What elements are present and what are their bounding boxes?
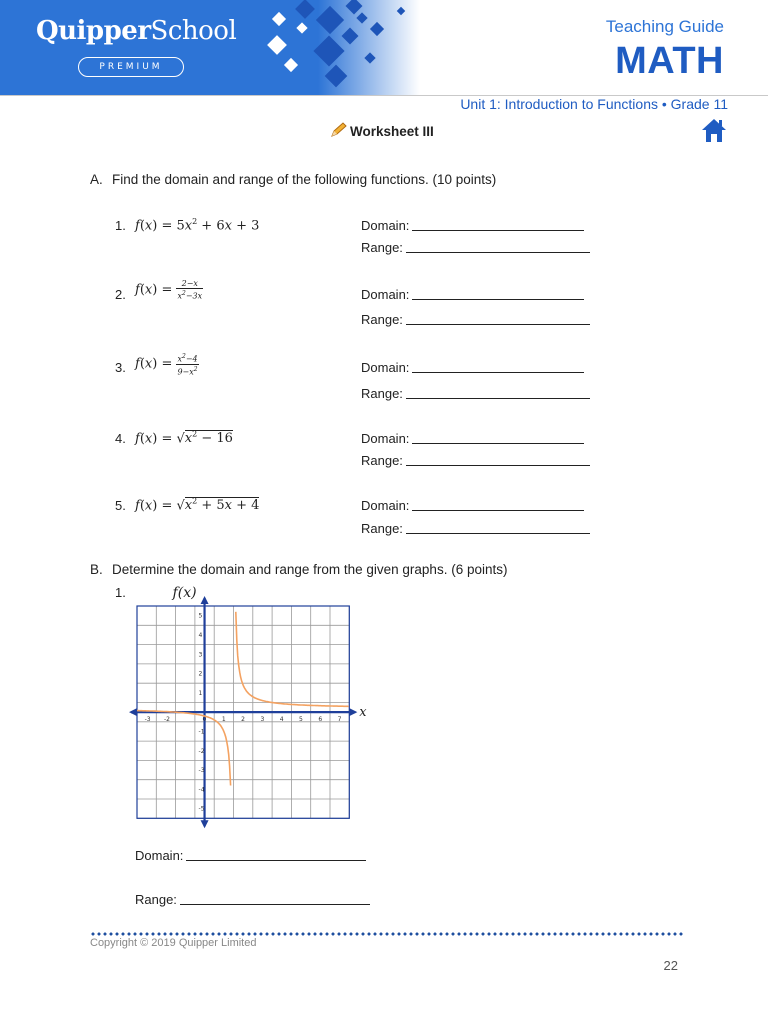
y-tick-label: -2: [198, 747, 205, 755]
x-tick-label: -3: [144, 716, 151, 724]
quipper-school-logo: [36, 16, 236, 46]
range-label: Range:: [361, 386, 403, 401]
house-icon[interactable]: [700, 116, 728, 144]
item-number: 2.: [115, 287, 126, 302]
domain-label: Domain:: [361, 218, 410, 233]
range-field-2[interactable]: [361, 312, 590, 327]
item-number: 3.: [115, 360, 126, 375]
domain-blank[interactable]: [412, 361, 584, 373]
unit-line: Unit 1: Introduction to Functions • Grade 11: [460, 96, 728, 112]
x-tick-label: 6: [318, 716, 323, 724]
domain-field-4[interactable]: [361, 431, 584, 446]
header: [0, 0, 768, 112]
y-tick-label: -5: [198, 805, 205, 813]
item-number: 5.: [115, 498, 126, 513]
x-axis-label: x: [359, 705, 367, 721]
domain-label: Domain:: [135, 848, 184, 863]
part-a-instruction: [90, 172, 496, 187]
domain-label: Domain:: [361, 360, 410, 375]
range-label: Range:: [361, 521, 403, 536]
graph-range-field[interactable]: [135, 892, 370, 907]
range-blank[interactable]: [180, 893, 370, 905]
logo-brand-bold: Quipper: [36, 16, 151, 46]
part-b-letter: B.: [90, 562, 103, 577]
footer-dotted-divider: [90, 932, 684, 936]
domain-blank[interactable]: [412, 219, 584, 231]
y-tick-label: 1: [198, 689, 203, 697]
x-tick-label: -2: [163, 716, 170, 724]
y-axis-arrow-down: [201, 820, 209, 828]
x-tick-label: 2: [241, 716, 245, 724]
part-a-letter: A.: [90, 172, 103, 187]
range-blank[interactable]: [406, 387, 590, 399]
item-number: 4.: [115, 431, 126, 446]
domain-blank[interactable]: [186, 849, 366, 861]
premium-badge: PREMIUM: [78, 57, 184, 77]
graph-domain-field[interactable]: [135, 848, 366, 863]
range-blank[interactable]: [406, 313, 590, 325]
range-blank[interactable]: [406, 522, 590, 534]
domain-label: Domain:: [361, 431, 410, 446]
copyright: Copyright © 2019 Quipper Limited: [90, 937, 257, 949]
y-tick-label: 3: [198, 651, 203, 659]
y-tick-label: 5: [198, 612, 203, 620]
range-blank[interactable]: [406, 454, 590, 466]
domain-field-3[interactable]: [361, 360, 584, 375]
y-tick-label: -3: [198, 767, 205, 775]
x-tick-label: 0: [202, 716, 207, 724]
range-field-5[interactable]: [361, 521, 590, 536]
x-tick-label: 5: [299, 716, 303, 724]
function-expression-2: f(x) = $\frac{2-x}{x^2-3x}$: [135, 279, 203, 301]
domain-field-2[interactable]: [361, 287, 584, 302]
x-axis-arrow-left: [129, 708, 137, 716]
range-label: Range:: [361, 240, 403, 255]
y-tick-label: 4: [198, 631, 203, 639]
function-expression-5: $f(x) = √x^2 + 5x + 4$: [135, 497, 260, 514]
logo-brand-light: School: [150, 16, 237, 46]
domain-label: Domain:: [361, 498, 410, 513]
y-axis-arrow-up: [201, 596, 209, 604]
pencil-icon: [330, 122, 348, 138]
range-field-3[interactable]: [361, 386, 590, 401]
range-label: Range:: [361, 453, 403, 468]
x-tick-label: 1: [221, 716, 226, 724]
function-expression-3: f(x) = $\frac{x^2-4}{9-x^2}$: [135, 353, 198, 377]
function-graph: [125, 580, 375, 830]
x-axis-arrow-right: [349, 708, 357, 716]
range-field-1[interactable]: [361, 240, 590, 255]
teaching-guide-label: Teaching Guide: [605, 17, 724, 36]
item-number: 1.: [115, 218, 126, 233]
range-blank[interactable]: [406, 241, 590, 253]
worksheet-title: [330, 122, 434, 139]
x-tick-label: 4: [279, 716, 284, 724]
domain-blank[interactable]: [412, 432, 584, 444]
part-b-text: Determine the domain and range from the given graphs. (6 points): [112, 562, 508, 577]
worksheet-title-text: Worksheet III: [350, 124, 434, 139]
graph-number: 1.: [115, 585, 126, 600]
subject-title: MATH: [615, 40, 724, 82]
x-tick-label: 3: [260, 716, 265, 724]
part-b-instruction: [90, 562, 507, 577]
domain-field-1[interactable]: [361, 218, 584, 233]
y-tick-label: -4: [198, 786, 205, 794]
domain-blank[interactable]: [412, 288, 584, 300]
range-label: Range:: [361, 312, 403, 327]
range-label: Range:: [135, 892, 177, 907]
function-expression-4: $f(x) = √x^2 - 16$: [135, 430, 233, 447]
y-tick-label: -1: [198, 728, 205, 736]
function-expression-1: $f(x) = 5x^2 + 6x + 3$: [135, 217, 260, 234]
domain-label: Domain:: [361, 287, 410, 302]
decorative-diamonds: [258, 0, 418, 96]
part-a-text: Find the domain and range of the following functions. (10 points): [112, 172, 497, 187]
domain-field-5[interactable]: [361, 498, 584, 513]
page-number: 22: [663, 958, 678, 973]
domain-blank[interactable]: [412, 499, 584, 511]
y-axis-label: f(x): [172, 585, 197, 601]
x-tick-label: 7: [337, 716, 342, 724]
range-field-4[interactable]: [361, 453, 590, 468]
y-tick-label: 2: [198, 670, 203, 678]
